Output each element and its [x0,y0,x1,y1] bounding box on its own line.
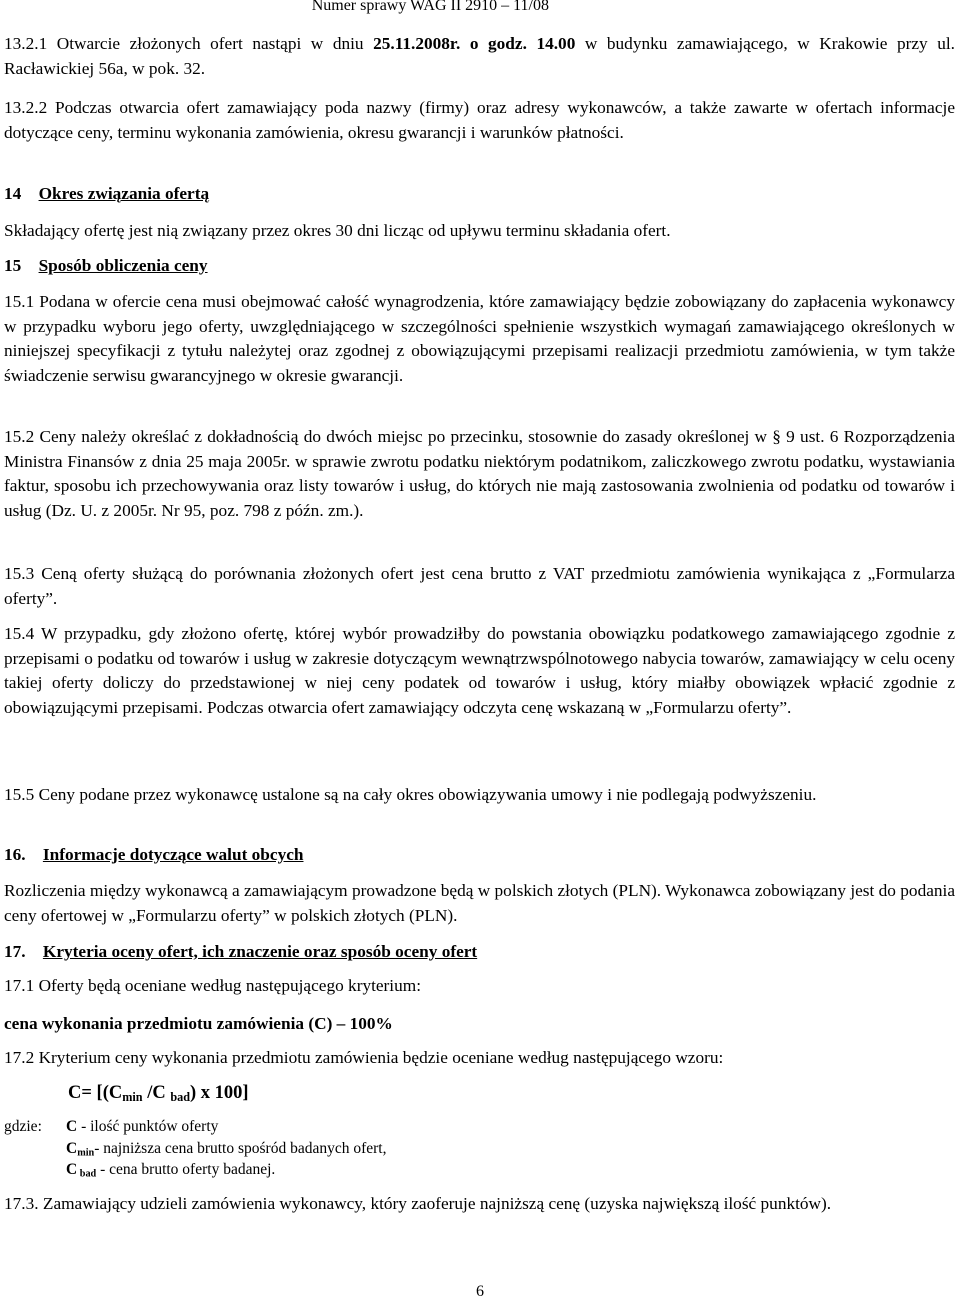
symbol: C [66,1161,78,1178]
symbol: C [66,1118,78,1135]
paragraph-17-2: 17.2 Kryterium ceny wykonania przedmiotu zamówienia będzie oceniane według następującego wzoru: [4,1048,724,1067]
formula-subscript: bad [170,1090,190,1105]
paragraph-text: Podczas otwarcia ofert zamawiający poda nazwy (firmy) oraz adresy wykonawców, a także zawarte w ofertach informacje dotyczące ceny, terminu wykonania zamówienia, okresu gwarancji i warunków płatności. [4,98,955,142]
paragraph-number: 13.2.1 [4,34,48,53]
symbol: C [66,1140,78,1157]
section-title: Okres związania ofertą [38,184,210,203]
criterion-line: cena wykonania przedmiotu zamówienia (C) – 100% [4,1014,393,1033]
paragraph-15-3: 15.3 Ceną oferty służącą do porównania złożonych ofert jest cena brutto z VAT przedmiotu zamówienia wynikająca z „Formularza oferty”. [4,564,955,608]
section-number: 17. [4,942,26,961]
where-line-cbad [66,1159,275,1181]
section-16-heading [4,843,304,868]
formula-part: ) x 100] [190,1083,249,1103]
section-16-text: Rozliczenia między wykonawcą a zamawiającym prowadzone będą w polskich złotych (PLN). Wykonawca zobowiązany jest do podania ceny ofertowej w „Formularzu oferty” w polskich złotych (PLN). [4,881,955,925]
paragraph-15-5: 15.5 Ceny podane przez wykonawcę ustalone są na cały okres obowiązywania umowy i nie podlegają podwyższeniu. [4,785,817,804]
paragraph-15-2: 15.2 Ceny należy określać z dokładnością do dwóch miejsc po przecinku, stosownie do zasady określonej w § 9 ust. 6 Rozporządzenia Ministra Finansów z dnia 25 maja 2005r. w sprawie zwrotu podatku niektórym podatnikom, zaliczkowego zwrotu podatku, wystawiania faktur, sposobu ich przechowywania oraz listy towarów i usług, do których nie mają zastosowania zwolnienia od podatku od towarów i usług (Dz. U. z 2005r. Nr 95, poz. 798 z późn. zm.). [4,427,955,520]
paragraph-number: 13.2.2 [4,98,48,117]
where-line-cmin [66,1138,387,1160]
paragraph-15-1: 15.1 Podana w ofercie cena musi obejmować całość wynagrodzenia, które zamawiający będzie zobowiązany do zapłacenia wykonawcy w przypadku wyboru jego oferty, uwzględniającego w szczególności spełnienie wszystkich wymagań zamawiającego określonych w niniejszej specyfikacji z tytułu należytej oraz zgodnej z obowiązującymi przepisami realizacji przedmiotu zamówienia, w tym także świadczenie serwisu gwarancyjnego w okresie gwarancji. [4,292,955,385]
paragraph-13-2-2 [4,96,955,145]
section-15-heading [4,254,208,279]
section-14-text: Składający ofertę jest nią związany przez okres 30 dni licząc od upływu terminu składania ofert. [4,221,671,240]
formula-part: C= [(C [68,1083,123,1103]
paragraph-17-3: 17.3. Zamawiający udzieli zamówienia wykonawcy, który zaoferuje najniższą cenę (uzyska największą ilość punktów). [4,1194,832,1213]
section-title: Kryteria oceny ofert, ich znaczenie oraz sposób oceny ofert [42,942,478,961]
where-line-c [66,1116,218,1138]
section-title: Sposób obliczenia ceny [38,256,208,275]
section-number: 16. [4,845,26,864]
symbol-subscript: min [77,1147,95,1159]
symbol-subscript: bad [77,1168,97,1180]
formula-subscript: min [122,1090,143,1105]
price-formula [68,1080,249,1106]
page-number: 6 [476,1283,484,1300]
definition: - najniższa cena brutto spośród badanych ofert, [94,1140,387,1157]
section-number: 15 [4,256,22,275]
section-number: 14 [4,184,22,203]
paragraph-13-2-1 [4,32,955,81]
section-title: Informacje dotyczące walut obcych [42,845,304,864]
definition: - ilość punktów oferty [77,1118,219,1135]
section-14-heading [4,182,209,207]
paragraph-17-1: 17.1 Oferty będą oceniane według następującego kryterium: [4,976,421,995]
section-17-heading [4,940,477,965]
paragraph-text: w budynku zamawiającego, w Krakowie przy ul. Racławickiej 56a, w pok. 32. [4,34,955,78]
paragraph-text: Otwarcie złożonych ofert nastąpi w dniu [47,34,374,53]
where-label: gdzie: [4,1118,42,1135]
paragraph-15-4: 15.4 W przypadku, gdy złożono ofertę, której wybór prowadziłby do powstania obowiązku podatkowego zamawiającego zgodnie z przepisami o podatku od towarów i usług w zakresie dotyczącym wewnątrzwspólnotowego nabycia towarów, zamawiający w celu oceny takiej oferty doliczy do przedstawionej w niej ceny podatek od towarów i usług, który miałby obowiązek wpłacić zgodnie z obowiązującymi przepisami. Podczas otwarcia ofert zamawiający odczyta cenę wskazaną w „Formularzu oferty”. [4,624,955,717]
formula-part: /C [142,1083,171,1103]
case-number-header: Numer sprawy WAG II 2910 – 11/08 [311,0,549,14]
opening-date: 25.11.2008r. o godz. 14.00 [373,34,576,53]
definition: - cena brutto oferty badanej. [96,1161,276,1178]
